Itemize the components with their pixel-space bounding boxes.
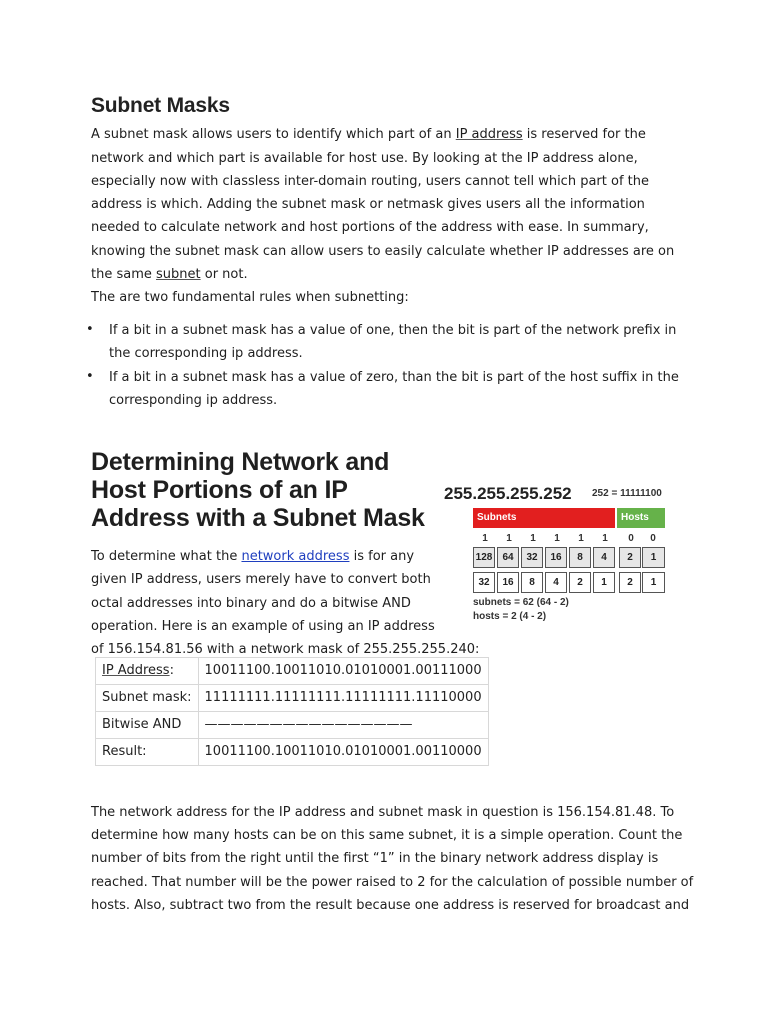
subnets-bar: Subnets — [473, 508, 615, 528]
bullet-line: corresponding ip address. — [109, 393, 278, 408]
place-value-cell: 64 — [497, 547, 519, 568]
figure-note-subnets: subnets = 62 (64 - 2) — [473, 597, 569, 608]
place-value-cell: 8 — [569, 547, 591, 568]
place-value-cell: 4 — [593, 547, 615, 568]
para-line: octal addresses into binary and do a bitwise AND — [91, 596, 411, 611]
title-line: Address with a Subnet Mask — [91, 504, 425, 532]
para-line: address is which. Adding the subnet mask or netmask gives users all the information — [91, 197, 645, 212]
count-cell: 1 — [593, 572, 615, 593]
title-line: Determining Network and — [91, 448, 390, 476]
count-cell: 32 — [473, 572, 495, 593]
mask-bit: 1 — [602, 533, 608, 544]
para-line: The network address for the IP address and subnet mask in question is 156.154.81.48. To — [91, 805, 675, 820]
section-title-determining — [91, 448, 425, 532]
para-line: given IP address, users merely have to convert both — [91, 572, 431, 587]
figure-ip: 255.255.255.252 — [444, 484, 572, 503]
count-cell: 16 — [497, 572, 519, 593]
bitwise-and-table — [95, 657, 489, 766]
para-line: network and which part is available for host use. By looking at the IP address alone, — [91, 151, 638, 166]
mask-bit: 1 — [506, 533, 512, 544]
table-row — [96, 658, 489, 685]
table-cell-label — [96, 658, 199, 685]
count-cell: 8 — [521, 572, 543, 593]
text-run: A subnet mask allows users to identify which part of an — [91, 127, 456, 142]
para-line — [91, 267, 248, 283]
figure-equation: 252 = 11111100 — [592, 488, 662, 499]
ip-address-table-link[interactable]: IP Address — [102, 663, 170, 678]
table-cell-label: Result: — [96, 739, 199, 766]
text-run: the same — [91, 267, 156, 282]
mask-bits-row — [440, 533, 670, 545]
table-row — [96, 712, 489, 739]
mask-bit: 1 — [482, 533, 488, 544]
table-cell-value: 11111111.11111111.11111111.11110000 — [198, 685, 488, 712]
para-line — [91, 127, 646, 143]
count-cell: 1 — [642, 572, 665, 593]
count-cell: 2 — [569, 572, 591, 593]
para-line: hosts. Also, subtract two from the result because one address is reserved for broadcast and — [91, 898, 690, 913]
section-title-subnet-masks: Subnet Masks — [91, 94, 230, 117]
table-cell-value: 10011100.10011010.01010001.00111000 — [198, 658, 488, 685]
text-run: is for any — [349, 549, 415, 564]
mask-bit: 1 — [554, 533, 560, 544]
mask-bit: 0 — [650, 533, 656, 544]
text-run: is reserved for the — [522, 127, 646, 142]
subnet-mask-figure — [440, 478, 670, 628]
place-value-cell: 2 — [619, 547, 641, 568]
table-row — [96, 685, 489, 712]
table-cell-label: Bitwise AND — [96, 712, 199, 739]
mask-bit: 1 — [578, 533, 584, 544]
ip-address-link[interactable]: IP address — [455, 127, 523, 142]
para-line: especially now with classless inter-domain routing, users cannot tell which part of the — [91, 174, 649, 189]
title-line: Host Portions of an IP — [91, 476, 348, 504]
bullet-icon: • — [86, 369, 94, 384]
bullet-icon: • — [86, 322, 94, 337]
place-value-cell: 16 — [545, 547, 567, 568]
table-cell-label: Subnet mask: — [96, 685, 199, 712]
para-line: reached. That number will be the power raised to 2 for the calculation of possible number of — [91, 875, 694, 890]
para-line: of 156.154.81.56 with a network mask of 255.255.255.240: — [91, 642, 480, 657]
para-line: operation. Here is an example of using an IP address — [91, 619, 435, 634]
place-value-cell: 32 — [521, 547, 543, 568]
table-cell-value: 10011100.10011010.01010001.00110000 — [198, 739, 488, 766]
hosts-bar: Hosts — [617, 508, 665, 528]
bullet-line: If a bit in a subnet mask has a value of zero, than the bit is part of the host suffix in the — [109, 370, 679, 385]
network-address-link[interactable]: network address — [241, 549, 350, 564]
subnet-link[interactable]: subnet — [156, 267, 201, 282]
mask-bit: 0 — [628, 533, 634, 544]
place-value-cell: 1 — [642, 547, 665, 568]
mask-bit: 1 — [530, 533, 536, 544]
para-line: knowing the subnet mask can allow users to easily calculate whether IP addresses are on — [91, 244, 675, 259]
table-row — [96, 739, 489, 766]
figure-note-hosts: hosts = 2 (4 - 2) — [473, 611, 547, 622]
para-line: determine how many hosts can be on this same subnet, it is a simple operation. Count the — [91, 828, 683, 843]
bullet-line: the corresponding ip address. — [109, 346, 303, 361]
para-line — [91, 549, 414, 565]
count-cell: 4 — [545, 572, 567, 593]
bullet-line: If a bit in a subnet mask has a value of one, then the bit is part of the network prefix in — [109, 323, 677, 338]
table-cell-value: ———————————————— — [198, 712, 488, 739]
place-value-cell: 128 — [473, 547, 495, 568]
label-suffix: : — [169, 663, 174, 678]
text-run: or not. — [200, 267, 248, 282]
rules-intro: The are two fundamental rules when subnetting: — [91, 290, 409, 305]
count-cell: 2 — [619, 572, 641, 593]
para-line: needed to calculate network and host portions of the address with ease. In summary, — [91, 220, 649, 235]
para-line: number of bits from the right until the first “1” in the binary network address display is — [91, 851, 659, 866]
text-run: To determine what the — [91, 549, 242, 564]
